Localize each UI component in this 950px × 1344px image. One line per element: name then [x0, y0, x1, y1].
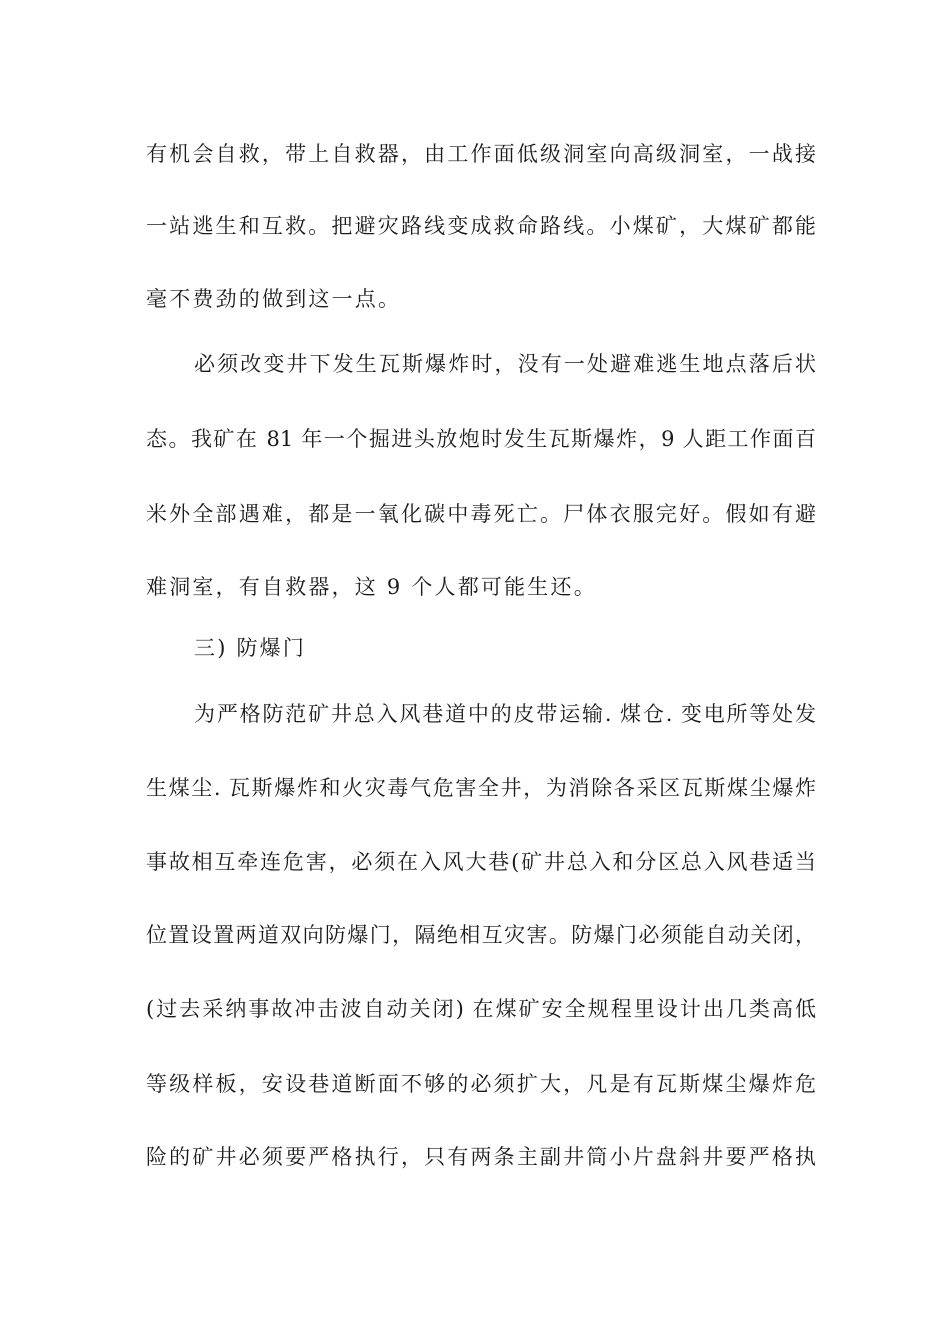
paragraph-line: 米外全部遇难，都是一氧化碳中毒死亡。尸体衣服完好。假如有避	[146, 502, 816, 526]
paragraph-line: 难洞室，有自救器，这 9 个人都可能生还。	[146, 575, 597, 599]
paragraph-line: (过去采纳事故冲击波自动关闭) 在煤矿安全规程里设计出几类高低	[146, 997, 816, 1021]
paragraph-line: 生煤尘. 瓦斯爆炸和火灾毒气危害全井，为消除各采区瓦斯煤尘爆炸	[146, 776, 816, 800]
section-heading: 三) 防爆门	[194, 636, 307, 660]
paragraph-line: 一站逃生和互救。把避灾路线变成救命路线。小煤矿，大煤矿都能	[146, 214, 816, 238]
paragraph-line: 等级样板，安设巷道断面不够的必须扩大，凡是有瓦斯煤尘爆炸危	[146, 1072, 816, 1096]
paragraph-line: 为严格防范矿井总入风巷道中的皮带运输. 煤仓. 变电所等处发	[194, 702, 816, 726]
paragraph-line: 有机会自救，带上自救器，由工作面低级洞室向高级洞室，一战接	[146, 142, 816, 166]
paragraph-line: 险的矿井必须要严格执行，只有两条主副井筒小片盘斜井要严格执	[146, 1145, 816, 1169]
paragraph-line: 位置设置两道双向防爆门，隔绝相互灾害。防爆门必须能自动关闭，	[146, 923, 816, 947]
paragraph-line: 毫不费劲的做到这一点。	[146, 287, 402, 311]
paragraph-line: 事故相互牵连危害，必须在入风大巷(矿井总入和分区总入风巷适当	[146, 850, 816, 874]
paragraph-line: 态。我矿在 81 年一个掘进头放炮时发生瓦斯爆炸，9 人距工作面百	[146, 427, 816, 451]
paragraph-line: 必须改变井下发生瓦斯爆炸时，没有一处避难逃生地点落后状	[194, 352, 816, 376]
